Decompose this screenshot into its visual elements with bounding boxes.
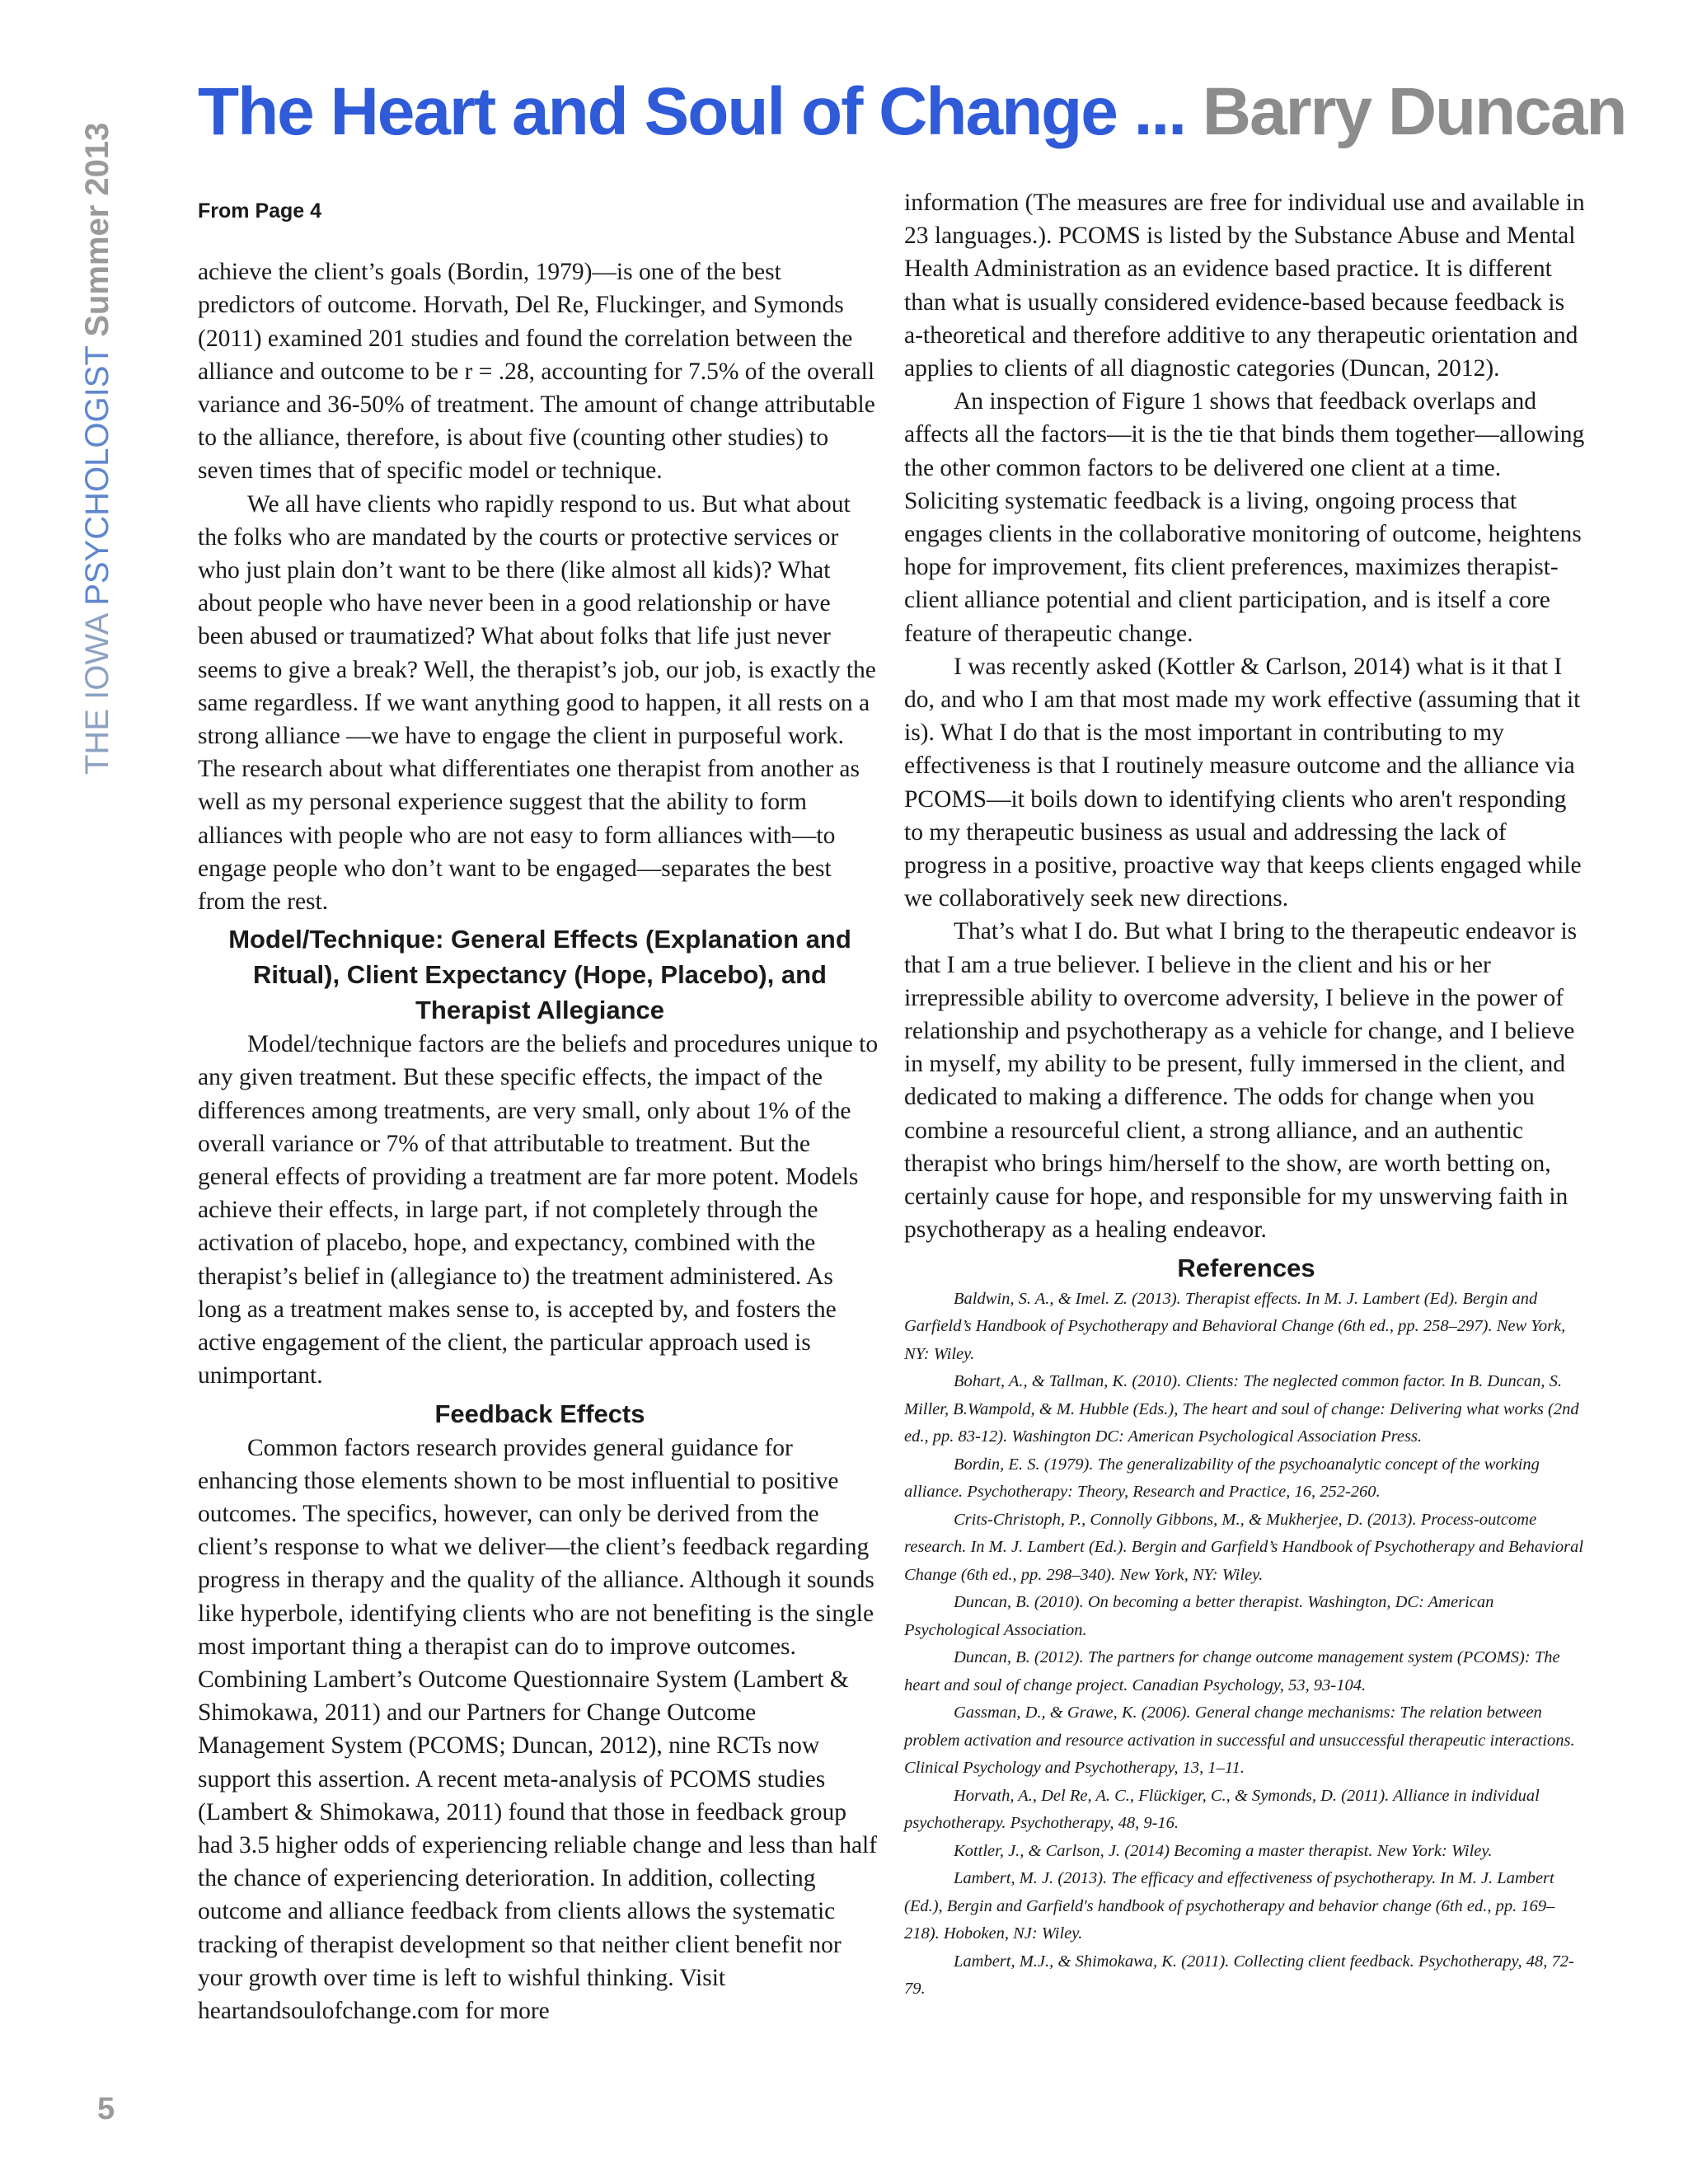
reference-item: Lambert, M.J., & Shimokawa, K. (2011). Collecting client feedback. Psychotherapy, 48, 72-79. <box>904 1952 1574 1998</box>
section-heading: Model/Technique: General Effects (Explanation and Ritual), Client Expectancy (Hope, Placebo), and Therapist Allegiance <box>228 925 851 1025</box>
paragraph: information (The measures are free for individual use and available in 23 languages.). PCOMS is listed by the Substance Abuse and Mental Health Administration as an evidence based practice. It is different than what is usually considered evidence-based because feedback is a-theoretical and therefore additive to any therapeutic orientation and applies to clients of all diagnostic categories (Duncan, 2012). <box>904 190 1585 382</box>
reference-item: Duncan, B. (2010). On becoming a better therapist. Washington, DC: American Psychological Association. <box>904 1593 1494 1639</box>
page-title <box>198 74 1626 149</box>
reference-item: Duncan, B. (2012). The partners for change outcome management system (PCOMS): The heart and soul of change project. Canadian Psychology, 53, 93-104. <box>904 1648 1560 1694</box>
sidebar-masthead <box>79 123 116 775</box>
references-list <box>904 1286 1588 2004</box>
title-author: Barry Duncan <box>1202 74 1626 149</box>
section-heading: Feedback Effects <box>434 1399 645 1428</box>
reference-item: Baldwin, S. A., & Imel. Z. (2013). Therapist effects. In M. J. Lambert (Ed). Bergin and Garfield’s Handbook of Psychotherapy and Behavioral Change (6th ed., pp. 258–297). New York, NY: Wiley. <box>904 1289 1566 1363</box>
title-main: The Heart and Soul of Change ... <box>198 74 1185 149</box>
left-column <box>198 186 882 2027</box>
reference-item: Bohart, A., & Tallman, K. (2010). Clients: The neglected common factor. In B. Duncan, S. Miller, B.Wampold, & M. Hubble (Eds.), The heart and soul of change: Delivering what works (2nd ed., pp. 83-12). Washington DC: American Psychological Association Press. <box>904 1372 1579 1446</box>
reference-item: Bordin, E. S. (1979). The generalizability of the psychoanalytic concept of the working alliance. Psychotherapy: Theory, Research and Practice, 16, 252-260. <box>904 1455 1540 1501</box>
masthead-issue: Summer 2013 <box>79 122 115 337</box>
paragraph: That’s what I do. But what I bring to the therapeutic endeavor is that I am a true believer. I believe in the client and his or her irrepressible ability to overcome adversity, I believe in the power of relationship and psychotherapy as a vehicle for change, and I believe in myself, my ability to be present, fully immersed in the client, and dedicated to making a difference. The odds for change when you combine a resourceful client, a strong alliance, and an authentic therapist who brings him/herself to the show, are worth betting on, certainly cause for hope, and responsible for my unswerving faith in psychotherapy as a healing endeavor. <box>904 918 1578 1244</box>
reference-item: Lambert, M. J. (2013). The efficacy and effectiveness of psychotherapy. In M. J. Lambert (Ed.), Bergin and Garfield's handbook of psychotherapy and behavior change (6th ed., pp. 169–218). Hoboken, NJ: Wiley. <box>904 1869 1555 1943</box>
page-number: 5 <box>97 2092 115 2126</box>
paragraph: Model/technique factors are the beliefs and procedures unique to any given treatment. But these specific effects, the impact of the differences among treatments, are very small, only about 1% of the overall variance or 7% of that attributable to treatment. But the general effects of providing a treatment are far more potent. Models achieve their effects, in large part, if not completely through the activation of placebo, hope, and expectancy, combined with the therapist’s belief in (allegiance to) the treatment administered. As long as a treatment makes sense to, is accepted by, and fosters the active engagement of the client, the particular approach used is unimportant. <box>198 1031 879 1390</box>
paragraph: Common factors research provides general guidance for enhancing those elements shown to be most influential to positive outcomes. The specifics, however, can only be derived from the client’s response to what we deliver—the client’s feedback regarding progress in therapy and the quality of the alliance. Although it sounds like hyperbole, identifying clients who are not benefiting is the single most important thing a therapist can do to improve outcomes. Combining Lambert’s Outcome Questionnaire System (Lambert & Shimokawa, 2011) and our Partners for Change Outcome Management System (PCOMS; Duncan, 2012), nine RCTs now support this assertion. A recent meta-analysis of PCOMS studies (Lambert & Shimokawa, 2011) found that those in feedback group had 3.5 higher odds of experiencing reliable change and less than half the chance of experiencing deterioration. In addition, collecting outcome and alliance feedback from clients allows the systematic tracking of therapist development so that neither client benefit nor your growth over time is left to wishful thinking. Visit heartandsoulofchange.com for more <box>198 1434 878 2024</box>
reference-item: Crits-Christoph, P., Connolly Gibbons, M., & Mukherjee, D. (2013). Process-outcome research. In M. J. Lambert (Ed.). Bergin and Garfield’s Handbook of Psychotherapy and Behavioral Change (6th ed., pp. 298–340). New York, NY: Wiley. <box>904 1510 1584 1584</box>
paragraph: An inspection of Figure 1 shows that feedback overlaps and affects all the factors—it is the tie that binds them together—allowing the other common factors to be delivered one client at a time. Soliciting systematic feedback is a living, ongoing process that engages clients in the collaborative monitoring of outcome, heightens hope for improvement, fits client preferences, maximizes therapist-client alliance potential and client participation, and is itself a core feature of therapeutic change. <box>904 388 1585 647</box>
references-heading: References <box>1177 1253 1315 1282</box>
continued-from-label: From Page 4 <box>198 199 322 223</box>
paragraph: We all have clients who rapidly respond to us. But what about the folks who are mandated by the courts or protective services or who just plain don’t want to be there (like almost all kids)? What about people who have never been in a good relationship or have been abused or traumatized? What about folks that life just never seems to give a break? Well, the therapist’s job, our job, is exactly the same regardless. If we want anything good to happen, it all rests on a strong alliance —we have to engage the client in purposeful work. The research about what differentiates one therapist from another as well as my personal experience suggest that the ability to form alliances with people who are not easy to form alliances with—to engage people who don’t want to be engaged—separates the best from the rest. <box>198 490 876 916</box>
right-column <box>904 186 1588 2004</box>
reference-item: Kottler, J., & Carlson, J. (2014) Becoming a master therapist. New York: Wiley. <box>954 1841 1493 1860</box>
reference-item: Gassman, D., & Grawe, K. (2006). General change mechanisms: The relation between problem activation and resource activation in successful and unsuccessful therapeutic interactions. Clinical Psychology and Psychotherapy, 13, 1–11. <box>904 1704 1575 1777</box>
masthead-psychologist: PSYCHOLOGIST <box>79 336 115 606</box>
reference-item: Horvath, A., Del Re, A. C., Flückiger, C., & Symonds, D. (2011). Alliance in individual psychotherapy. Psychotherapy, 48, 9-16. <box>904 1786 1540 1832</box>
masthead-the-iowa: THE IOWA <box>79 605 115 775</box>
paragraph: achieve the client’s goals (Bordin, 1979)—is one of the best predictors of outcome. Horvath, Del Re, Fluckinger, and Symonds (2011) examined 201 studies and found the correlation between the alliance and outcome to be r = .28, accounting for 7.5% of the overall variance and 36-50% of treatment. The amount of change attributable to the alliance, therefore, is about five (counting other studies) to seven times that of specific model or technique. <box>198 259 875 485</box>
paragraph: I was recently asked (Kottler & Carlson, 2014) what is it that I do, and who I am that most made my work effective (assuming that it is). What I do that is the most important in contributing to my effectiveness is that I routinely measure outcome and the alliance via PCOMS—it boils down to identifying clients who aren't responding to my therapeutic business as usual and addressing the lack of progress in a positive, proactive way that keeps clients engaged while we collaboratively seek new directions. <box>904 653 1582 912</box>
